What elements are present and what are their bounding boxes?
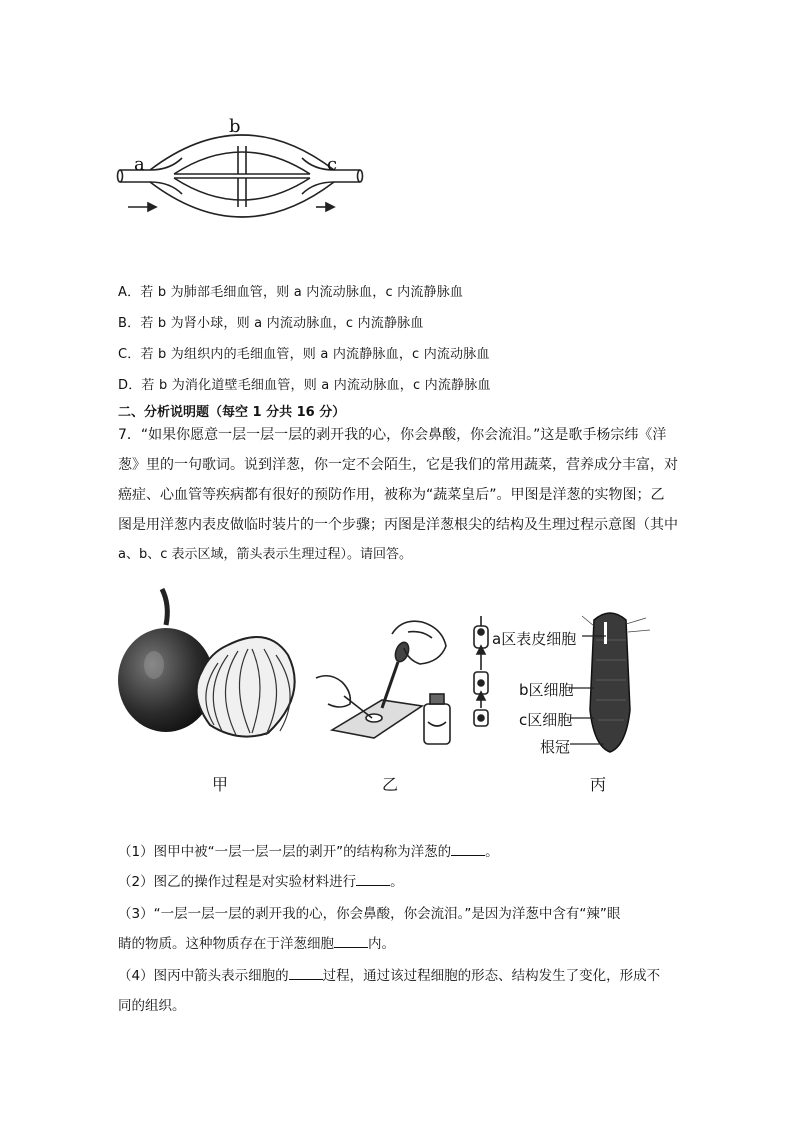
- label-zone-a: a区表皮细胞: [492, 630, 577, 648]
- q7-line-5: a、b、c 表示区域，箭头表示生理过程）。请回答。: [118, 547, 412, 562]
- q1-text: （1）图甲中被“一层一层一层的剥开”的结构称为洋葱的: [118, 844, 452, 860]
- option-d: D．若 b 为消化道壁毛细血管，则 a 内流动脉血，c 内流静脉血: [118, 378, 491, 393]
- question7-text: [118, 420, 680, 570]
- slide-prep-figure: [312, 612, 462, 752]
- onion-figure: [118, 585, 318, 745]
- q2-end: 。: [390, 874, 404, 890]
- q1-end: 。: [485, 844, 499, 860]
- q3-text: 睛的物质。这种物质存在于洋葱细胞: [118, 936, 334, 952]
- label-a: a: [134, 154, 145, 175]
- q7-line-2: 葱》里的一句歌词。说到洋葱，你一定不会陌生，它是我们的常用蔬菜，营养成分丰富，对: [118, 457, 678, 473]
- q7-line-3: 癌症、心血管等疾病都有很好的预防作用，被称为“蔬菜皇后”。甲图是洋葱的实物图；乙: [118, 487, 665, 503]
- q2-text: （2）图乙的操作过程是对实验材料进行: [118, 874, 357, 890]
- q4-rest: 过程，通过该过程细胞的形态、结构发生了变化，形成不: [322, 968, 661, 984]
- label-c: c: [327, 154, 338, 175]
- label-b: b: [229, 116, 241, 137]
- section-title: 二、分析说明题（每空 1 分共 16 分）: [118, 405, 346, 420]
- subquestion-4: [118, 961, 680, 1021]
- option-c: C．若 b 为组织内的毛细血管，则 a 内流静脉血，c 内流动脉血: [118, 347, 490, 362]
- q4-line-2: 同的组织。: [118, 998, 186, 1014]
- subquestion-1: [118, 837, 680, 867]
- q3-line-1: （3）“一层一层一层的剥开我的心，你会鼻酸，你会流泪。”是因为洋葱中含有“辣”眼: [118, 906, 621, 922]
- q7-line-1: 7．“如果你愿意一层一层一层的剥开我的心，你会鼻酸，你会流泪。”这是歌手杨宗纬《洋: [118, 427, 667, 443]
- label-zone-c: c区细胞: [519, 711, 573, 729]
- caption-jia: 甲: [212, 775, 229, 794]
- subquestion-2: [118, 867, 680, 897]
- answer-blank-1[interactable]: [451, 841, 485, 856]
- answer-blank-2[interactable]: [356, 871, 390, 886]
- answer-blank-4[interactable]: [289, 965, 323, 980]
- q4-text: （4）图丙中箭头表示细胞的: [118, 968, 289, 984]
- q7-line-4: 图是用洋葱内表皮做临时装片的一个步骤；丙图是洋葱根尖的结构及生理过程示意图（其中: [118, 517, 678, 533]
- caption-bing: 丙: [590, 775, 607, 794]
- q3-line-2: [118, 929, 680, 959]
- q3-end: 内。: [368, 936, 395, 952]
- option-a: A．若 b 为肺部毛细血管，则 a 内流动脉血，c 内流静脉血: [118, 285, 464, 300]
- q4-line-1: [118, 961, 680, 991]
- label-root-cap: 根冠: [540, 738, 571, 756]
- answer-blank-3[interactable]: [334, 933, 368, 948]
- subquestion-3: [118, 899, 680, 959]
- label-zone-b: b区细胞: [519, 681, 574, 699]
- caption-yi: 乙: [382, 775, 399, 794]
- option-b: B．若 b 为肾小球，则 a 内流动脉血，c 内流静脉血: [118, 316, 424, 331]
